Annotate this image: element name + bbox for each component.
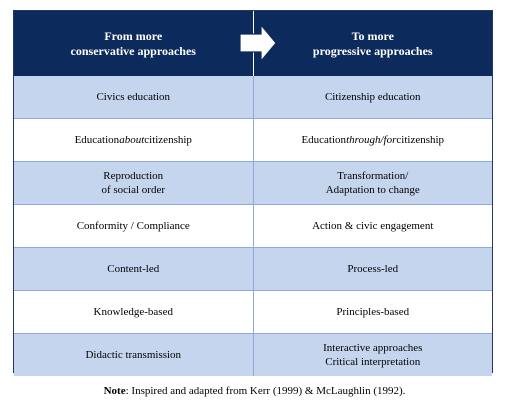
cell-progressive: Principles-based <box>336 306 410 318</box>
cell-emphasis: about <box>119 134 145 146</box>
note-label: Note <box>103 385 126 397</box>
table-body <box>14 76 492 376</box>
cell-text: Education <box>301 134 347 146</box>
cell-text: Education <box>74 134 120 146</box>
cell-progressive: Interactive approaches Critical interpretation <box>323 342 423 368</box>
cell-progressive: Process-led <box>347 263 399 275</box>
cell-conservative: Reproduction of social order <box>14 162 254 204</box>
cell-conservative <box>14 119 254 161</box>
header-conservative: From more conservative approaches <box>14 11 254 76</box>
cell-progressive: Citizenship education <box>324 91 421 103</box>
table-row <box>14 248 492 291</box>
table-note <box>0 385 509 397</box>
cell-progressive: Transformation/ Adaptation to change <box>325 170 420 196</box>
cell-progressive: Action & civic engagement <box>312 220 434 232</box>
table-row <box>14 205 492 248</box>
cell-progressive <box>254 119 493 161</box>
comparison-table <box>13 10 493 373</box>
right-arrow-icon <box>239 23 277 63</box>
table-row <box>14 76 492 119</box>
cell-conservative: Content-led <box>14 248 254 290</box>
cell-text: citizenship <box>144 134 192 146</box>
table-row <box>14 334 492 376</box>
cell-conservative: Conformity / Compliance <box>14 205 254 247</box>
header-progressive: To more progressive approaches <box>312 28 433 58</box>
note-text: : Inspired and adapted from Kerr (1999) & McLaughlin (1992). <box>125 385 406 397</box>
table-row <box>14 291 492 334</box>
table-row <box>14 162 492 205</box>
cell-conservative: Civics education <box>14 76 254 118</box>
cell-emphasis: through/for <box>346 134 397 146</box>
cell-conservative: Knowledge-based <box>14 291 254 333</box>
cell-conservative: Didactic transmission <box>14 334 254 376</box>
cell-text: citizenship <box>396 134 445 146</box>
table-row <box>14 119 492 162</box>
